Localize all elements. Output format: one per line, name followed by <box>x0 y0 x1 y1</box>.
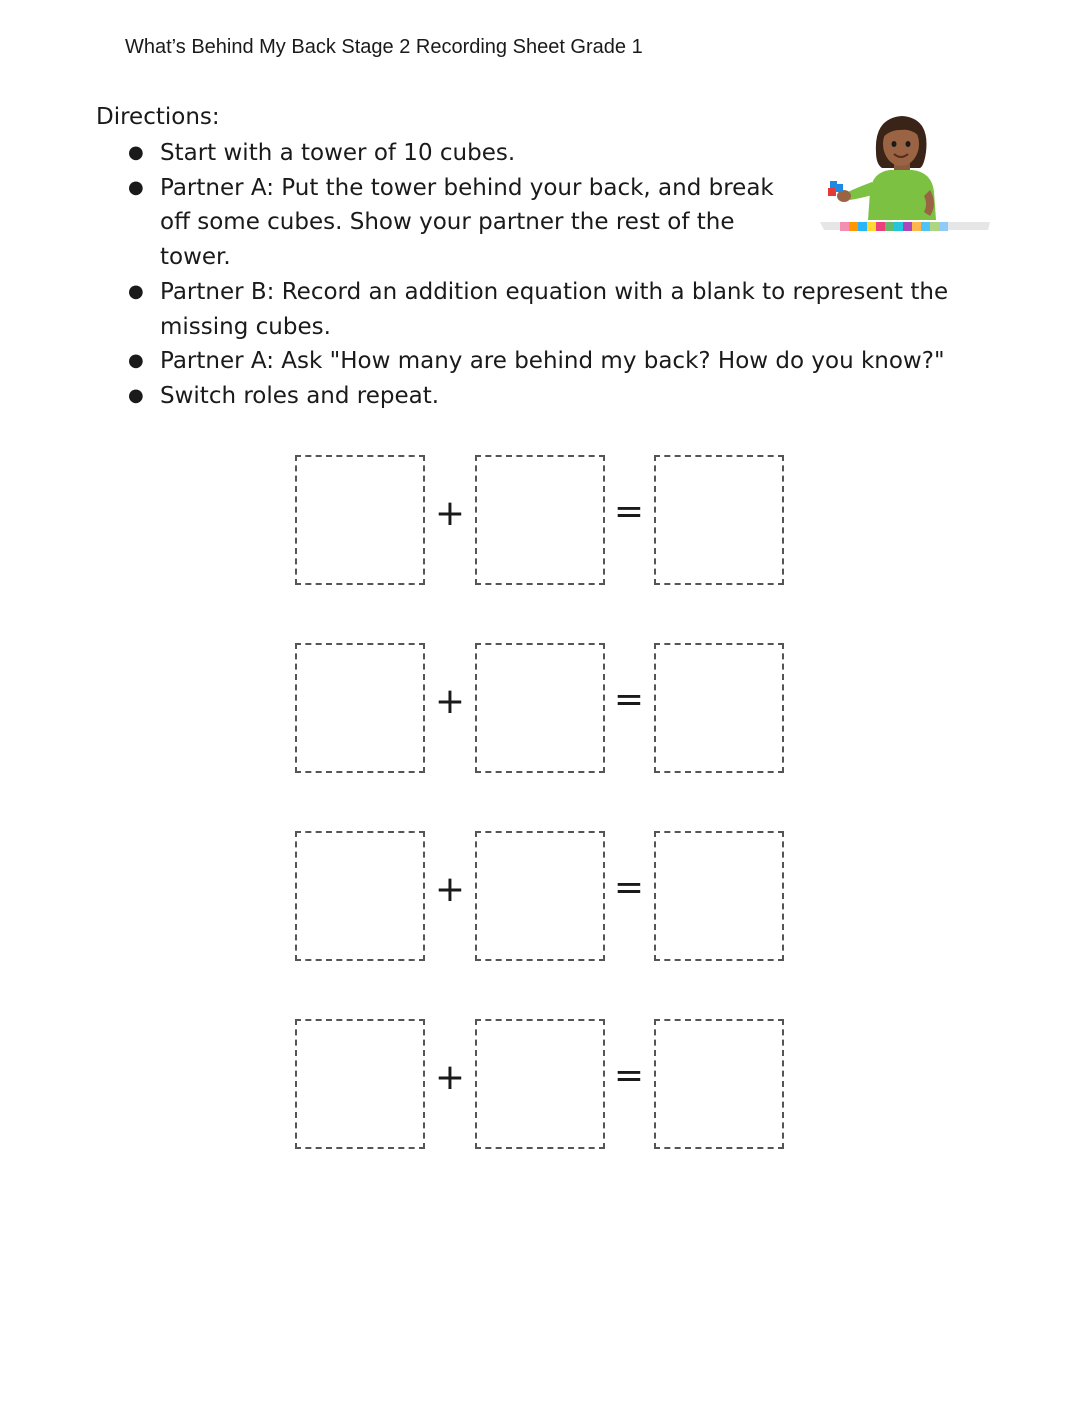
direction-item <box>128 275 980 344</box>
plus-sign: + <box>434 1057 466 1098</box>
answer-box[interactable] <box>295 455 425 585</box>
answer-box[interactable] <box>654 643 784 773</box>
bullet-icon: ● <box>128 350 144 372</box>
answer-box[interactable] <box>654 831 784 961</box>
equation-row <box>295 831 785 961</box>
answer-box[interactable] <box>295 831 425 961</box>
direction-text: Partner B: Record an addition equation with a blank to represent the missing cubes. <box>160 278 949 340</box>
answer-box[interactable] <box>295 643 425 773</box>
bullet-icon: ● <box>128 176 144 198</box>
bullet-icon: ● <box>128 280 144 302</box>
student-with-cubes-illustration <box>820 112 990 240</box>
answer-box[interactable] <box>475 643 605 773</box>
plus-sign: + <box>434 493 466 534</box>
equals-sign: = <box>613 491 645 532</box>
direction-item <box>128 171 800 275</box>
direction-text: Partner A: Put the tower behind your back, and break off some cubes. Show your partner the rest of the tower. <box>160 174 774 271</box>
equals-sign: = <box>613 1055 645 1096</box>
equals-sign: = <box>613 867 645 908</box>
answer-box[interactable] <box>295 1019 425 1149</box>
answer-box[interactable] <box>654 455 784 585</box>
page-header-title: What’s Behind My Back Stage 2 Recording Sheet Grade 1 <box>125 36 643 58</box>
direction-text: Partner A: Ask "How many are behind my back? How do you know?" <box>160 348 945 375</box>
answer-box[interactable] <box>475 1019 605 1149</box>
answer-box[interactable] <box>475 455 605 585</box>
direction-item <box>128 344 980 379</box>
answer-box[interactable] <box>475 831 605 961</box>
bullet-icon: ● <box>128 384 144 406</box>
answer-box[interactable] <box>654 1019 784 1149</box>
plus-sign: + <box>434 869 466 910</box>
direction-item <box>128 379 980 414</box>
directions-title: Directions: <box>96 104 220 130</box>
direction-text: Switch roles and repeat. <box>160 382 440 409</box>
direction-item <box>128 136 800 171</box>
plus-sign: + <box>434 681 466 722</box>
equation-row <box>295 455 785 585</box>
equals-sign: = <box>613 679 645 720</box>
equation-row <box>295 643 785 773</box>
bullet-icon: ● <box>128 142 144 163</box>
equation-row <box>295 1019 785 1149</box>
direction-text: Start with a tower of 10 cubes. <box>160 140 516 166</box>
